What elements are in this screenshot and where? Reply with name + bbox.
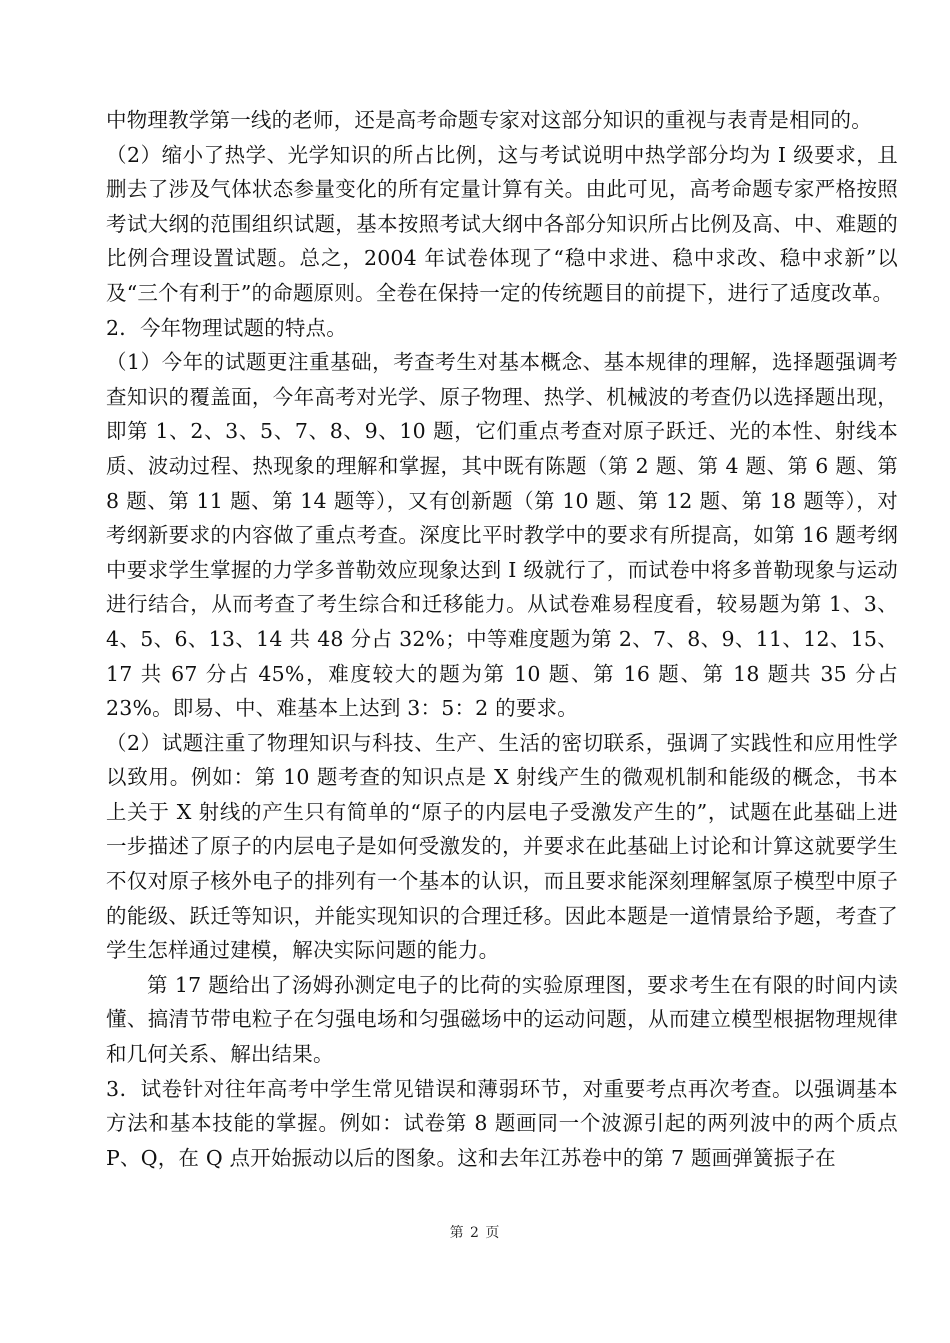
section-heading-2: 2．今年物理试题的特点。 <box>106 315 347 340</box>
paragraph-2: （2）缩小了热学、光学知识的所占比例，这与考试说明中热学部分均为 I 级要求，且删去了涉及气体状态参量变化的所有定量计算有关。由此可见，高考命题专家严格按照考试大纲的范围组织试题，基本按照考试大纲中各部分知识所占比例及高、中、难题的比例合理设置试题。总之，2004 年试卷体现了“稳中求进、稳中求改、稳中求新”以及“三个有利于”的命题原则。全卷在保持一定的传统题目的前提下，进行了适度改革。 <box>106 142 898 305</box>
document-body <box>106 103 898 1175</box>
paragraph-4: （2）试题注重了物理知识与科技、生产、生活的密切联系，强调了实践性和应用性学以致用。例如：第 10 题考查的知识点是 X 射线产生的微观机制和能级的概念，书本上关于 X 射线的产生只有简单的“原子的内层电子受激发产生的”，试题在此基础上进一步描述了原子的内层电子是如何受激发的，并要求在此基础上讨论和计算这就要学生不仅对原子核外电子的排列有一个基本的认识，而且要求能深刻理解氢原子模型中原子的能级、跃迁等知识，并能实现知识的合理迁移。因此本题是一道情景给予题，考查了学生怎样通过建模，解决实际问题的能力。 <box>106 730 898 963</box>
paragraph-3: （1）今年的试题更注重基础，考查考生对基本概念、基本规律的理解，选择题强调考查知识的覆盖面，今年高考对光学、原子物理、热学、机械波的考查仍以选择题出现，即第 1、2、3、5、7、8、9、10 题，它们重点考查对原子跃迁、光的本性、射线本质、波动过程、热现象的理解和掌握，其中既有陈题（第 2 题、第 4 题、第 6 题、第 8 题、第 11 题、第 14 题等），又有创新题（第 10 题、第 12 题、第 18 题等），对考纲新要求的内容做了重点考查。深度比平时教学中的要求有所提高，如第 16 题考纲中要求学生掌握的力学多普勒效应现象达到 I 级就行了，而试卷中将多普勒现象与运动进行结合，从而考查了考生综合和迁移能力。从试卷难易程度看，较易题为第 1、3、4、5、6、13、14 共 48 分占 32%；中等难度题为第 2、7、8、9、11、12、15、17 共 67 分占 45%，难度较大的题为第 10 题、第 16 题、第 18 题共 35 分占 23%。即易、中、难基本上达到 3：5：2 的要求。 <box>106 350 898 721</box>
paragraph-1: 中物理教学第一线的老师，还是高考命题专家对这部分知识的重视与表青是相同的。 <box>106 108 872 132</box>
section-heading-3: 3．试卷针对往年高考中学生常见错误和薄弱环节，对重要考点再次考查。以强调基本方法和基本技能的掌握。例如：试卷第 8 题画同一个波源引起的两列波中的两个质点 P、Q，在 Q 点开始振动以后的图象。这和去年江苏卷中的第 7 题画弹簧振子在 <box>106 1076 898 1170</box>
page-number: 第 2 页 <box>449 1225 501 1241</box>
paragraph-5: 第 17 题给出了汤姆孙测定电子的比荷的实验原理图，要求考生在有限的时间内读懂、搞清节带电粒子在匀强电场和匀强磁场中的运动问题，从而建立模型根据物理规律和几何关系、解出结果。 <box>106 972 898 1067</box>
